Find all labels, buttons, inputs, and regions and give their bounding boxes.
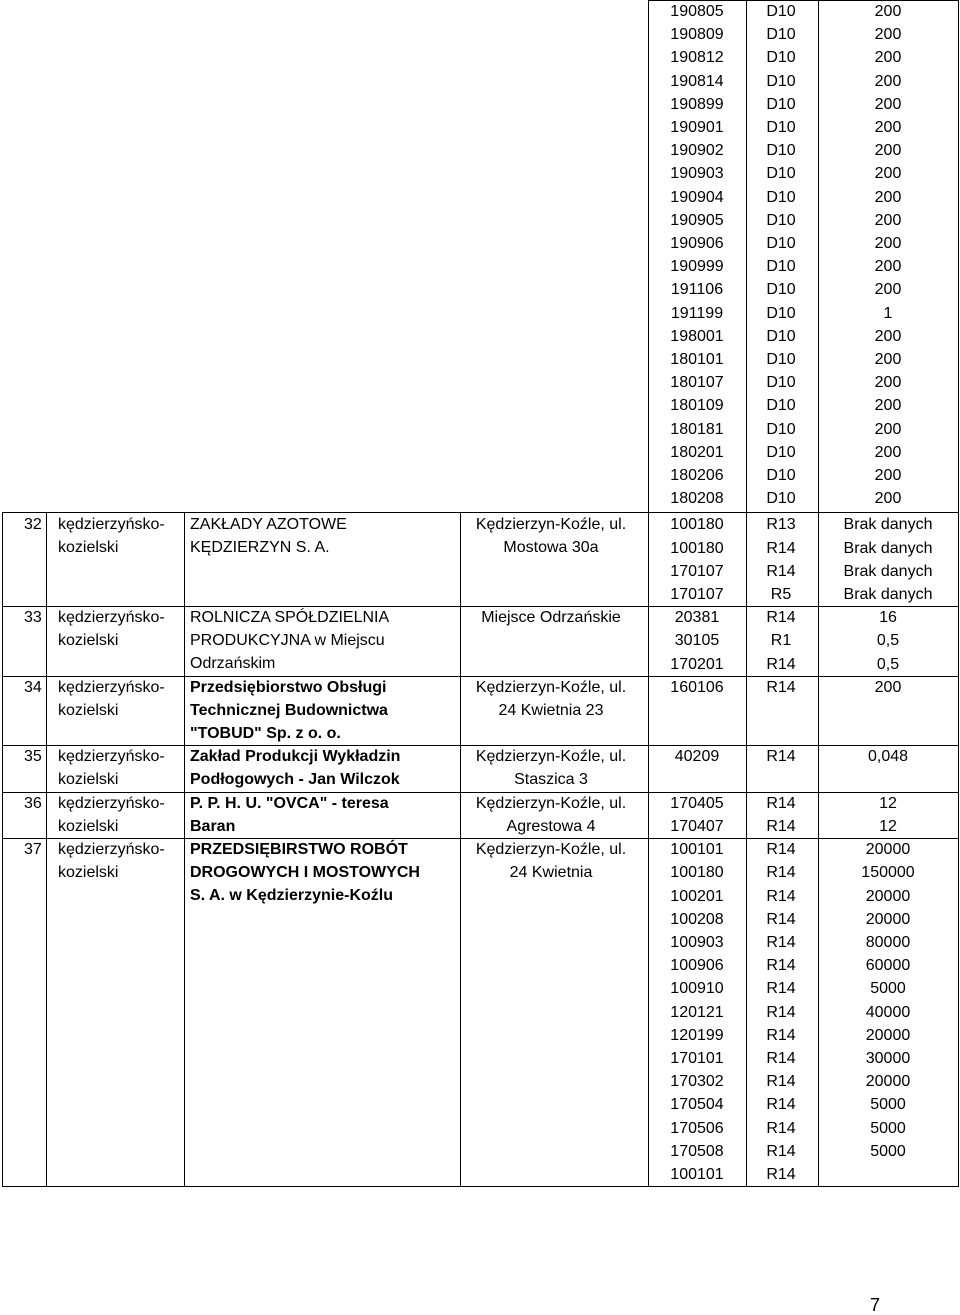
entry-address: Kędzierzyn-Koźle, ul. xyxy=(475,794,627,812)
waste-row-kind: R14 xyxy=(766,655,796,673)
top-row-kind: D10 xyxy=(766,49,796,67)
waste-row-code: 170508 xyxy=(670,1142,724,1160)
top-row-amount: 200 xyxy=(874,235,902,252)
waste-row-code: 170101 xyxy=(670,1050,724,1067)
waste-row-kind: R14 xyxy=(766,1050,796,1067)
entry-powiat: kozielski xyxy=(58,539,119,557)
waste-row-amount: Brak danych xyxy=(843,586,933,603)
top-row-kind: D10 xyxy=(766,119,796,136)
entry-lp: 37 xyxy=(24,841,42,859)
entry-firm-name: Podłogowych - Jan Wilczok xyxy=(190,771,400,789)
waste-row-code: 170302 xyxy=(670,1073,724,1091)
top-row-kind: D10 xyxy=(766,165,796,183)
top-row-code: 180201 xyxy=(670,443,724,461)
top-row-code: 180181 xyxy=(670,420,724,438)
top-row-code: 180101 xyxy=(670,351,724,368)
top-row-amount: 200 xyxy=(874,351,902,368)
column-divider xyxy=(818,512,819,1187)
top-row-kind: D10 xyxy=(766,72,796,90)
top-row-kind: D10 xyxy=(766,304,796,322)
entry-address: Kędzierzyn-Koźle, ul. xyxy=(475,516,627,534)
entry-lp: 36 xyxy=(24,794,42,812)
top-row-kind: D10 xyxy=(766,235,796,252)
entry-powiat: kozielski xyxy=(58,771,119,789)
waste-row-kind: R14 xyxy=(766,910,796,928)
top-row-amount: 200 xyxy=(874,397,902,415)
entry-powiat: kędzierzyńsko- xyxy=(58,609,165,627)
waste-row-code: 40209 xyxy=(674,748,720,766)
waste-row-kind: R5 xyxy=(770,586,792,603)
top-row-code: 191199 xyxy=(670,304,724,322)
column-divider xyxy=(46,512,47,1187)
entry-powiat: kędzierzyńsko- xyxy=(58,678,165,696)
top-row-code: 180107 xyxy=(670,374,724,392)
top-row-code: 190814 xyxy=(670,72,724,90)
top-row-code: 180109 xyxy=(670,397,724,415)
waste-row-code: 100101 xyxy=(670,1166,724,1183)
waste-row-amount: 30000 xyxy=(865,1050,911,1067)
entry-firm-name: Technicznej Budownictwa xyxy=(190,701,388,719)
waste-row-code: 100101 xyxy=(670,841,724,859)
column-divider xyxy=(184,512,185,1187)
waste-row-kind: R14 xyxy=(766,1096,796,1114)
entry-firm-name: PRZEDSIĘBIRSTWO ROBÓT xyxy=(190,841,408,859)
waste-row-amount: 0,5 xyxy=(876,655,900,673)
waste-row-code: 20381 xyxy=(674,609,720,627)
waste-row-kind: R14 xyxy=(766,678,796,696)
page-number: 7 xyxy=(870,1295,881,1315)
waste-row-kind: R14 xyxy=(766,934,796,951)
waste-row-code: 170405 xyxy=(670,794,724,812)
row-divider xyxy=(2,512,958,513)
top-row-code: 190905 xyxy=(670,211,724,229)
waste-row-amount: Brak danych xyxy=(843,539,933,557)
waste-row-kind: R14 xyxy=(766,748,796,766)
waste-row-code: 170506 xyxy=(670,1119,724,1137)
waste-row-amount: 20000 xyxy=(865,1073,911,1091)
entry-lp: 34 xyxy=(24,678,42,696)
entry-firm-name: KĘDZIERZYN S. A. xyxy=(190,539,330,557)
entry-address: Miejsce Odrzańskie xyxy=(481,609,621,627)
entry-powiat: kozielski xyxy=(58,817,119,835)
waste-row-amount: 80000 xyxy=(865,934,911,951)
waste-row-code: 100910 xyxy=(670,980,724,998)
entry-address: 24 Kwietnia 23 xyxy=(498,701,604,719)
entry-firm-name: Zakład Produkcji Wykładzin xyxy=(190,748,401,766)
top-row-kind: D10 xyxy=(766,374,796,392)
waste-row-code: 100208 xyxy=(670,910,724,928)
entry-powiat: kędzierzyńsko- xyxy=(58,794,165,812)
entry-address: Agrestowa 4 xyxy=(506,817,596,835)
entry-firm-name: PRODUKCYJNA w Miejscu xyxy=(190,632,385,650)
waste-row-kind: R14 xyxy=(766,818,796,835)
row-divider xyxy=(2,1186,958,1187)
waste-row-code: 170407 xyxy=(670,818,724,835)
entry-address: Kędzierzyn-Koźle, ul. xyxy=(475,841,627,859)
entry-firm-name: ROLNICZA SPÓŁDZIELNIA xyxy=(190,609,390,627)
entry-firm-name: Baran xyxy=(190,817,236,835)
column-divider xyxy=(648,512,649,1187)
entry-address: Kędzierzyn-Koźle, ul. xyxy=(475,748,627,766)
top-row-code: 190812 xyxy=(670,49,724,67)
top-row-amount: 200 xyxy=(874,188,902,206)
top-row-amount: 200 xyxy=(874,49,902,67)
column-divider xyxy=(460,512,461,1187)
waste-row-code: 170107 xyxy=(670,586,724,603)
entry-firm-name: P. P. H. U. "OVCA" - teresa xyxy=(190,794,389,812)
waste-row-amount: 5000 xyxy=(870,1096,906,1114)
top-row-amount: 200 xyxy=(874,119,902,136)
waste-row-code: 100180 xyxy=(670,864,724,882)
waste-row-amount: 5000 xyxy=(870,1142,906,1160)
entry-powiat: kozielski xyxy=(58,632,119,650)
entry-powiat: kędzierzyńsko- xyxy=(58,516,165,534)
entry-powiat: kozielski xyxy=(58,701,119,719)
waste-row-code: 100906 xyxy=(670,957,724,975)
top-row-code: 198001 xyxy=(670,327,724,345)
waste-row-kind: R14 xyxy=(766,1166,796,1183)
top-row-kind: D10 xyxy=(766,26,796,44)
waste-row-kind: R14 xyxy=(766,887,796,905)
entry-powiat: kozielski xyxy=(58,864,119,882)
waste-row-kind: R14 xyxy=(766,1142,796,1160)
waste-row-code: 170201 xyxy=(670,655,724,673)
top-row-amount: 200 xyxy=(874,420,902,438)
waste-row-code: 100180 xyxy=(670,516,724,534)
waste-row-kind: R13 xyxy=(766,516,796,534)
top-row-amount: 200 xyxy=(874,281,902,299)
waste-row-amount: 12 xyxy=(879,794,897,812)
waste-row-code: 30105 xyxy=(674,632,720,650)
column-divider xyxy=(818,0,819,512)
waste-row-amount: 40000 xyxy=(865,1003,911,1021)
entry-firm-name: Przedsiębiorstwo Obsługi xyxy=(190,678,387,696)
top-row-amount: 1 xyxy=(883,304,893,322)
waste-row-amount: Brak danych xyxy=(843,516,933,534)
waste-row-amount: 12 xyxy=(879,818,897,835)
waste-row-kind: R14 xyxy=(766,539,796,557)
top-row-kind: D10 xyxy=(766,258,796,276)
top-row-amount: 200 xyxy=(874,374,902,392)
top-row-amount: 200 xyxy=(874,258,902,276)
waste-row-amount: 0,5 xyxy=(876,632,900,650)
top-row-kind: D10 xyxy=(766,3,796,20)
top-row-kind: D10 xyxy=(766,95,796,113)
top-row-amount: 200 xyxy=(874,443,902,461)
top-row-amount: 200 xyxy=(874,72,902,90)
top-row-code: 190901 xyxy=(670,119,724,136)
entry-address: Staszica 3 xyxy=(514,771,588,789)
waste-row-code: 100180 xyxy=(670,539,724,557)
top-row-kind: D10 xyxy=(766,397,796,415)
top-row-kind: D10 xyxy=(766,443,796,461)
waste-row-amount: 20000 xyxy=(865,1026,911,1044)
top-row-code: 190906 xyxy=(670,235,724,252)
waste-row-kind: R14 xyxy=(766,864,796,882)
column-divider xyxy=(958,512,959,1187)
waste-row-kind: R14 xyxy=(766,957,796,975)
top-row-amount: 200 xyxy=(874,467,902,484)
top-row-code: 190904 xyxy=(670,188,724,206)
waste-row-kind: R14 xyxy=(766,1003,796,1021)
top-row-code: 190903 xyxy=(670,165,724,183)
top-row-code: 190902 xyxy=(670,142,724,160)
top-row-amount: 200 xyxy=(874,142,902,160)
entry-firm-name: DROGOWYCH I MOSTOWYCH xyxy=(190,864,420,882)
top-row-code: 190805 xyxy=(670,3,724,20)
top-row-amount: 200 xyxy=(874,95,902,113)
waste-row-amount: 60000 xyxy=(865,957,911,975)
column-divider xyxy=(746,0,747,512)
waste-row-kind: R14 xyxy=(766,980,796,998)
waste-row-amount: 0,048 xyxy=(867,748,909,766)
entry-address: 24 Kwietnia xyxy=(509,864,593,882)
waste-row-kind: R14 xyxy=(766,562,796,580)
waste-row-amount: 20000 xyxy=(865,841,911,859)
entry-firm-name: Odrzańskim xyxy=(190,655,276,673)
entry-address: Mostowa 30a xyxy=(503,539,599,557)
waste-row-code: 170504 xyxy=(670,1096,724,1114)
top-row-kind: D10 xyxy=(766,142,796,160)
top-row-amount: 200 xyxy=(874,211,902,229)
top-row-code: 190809 xyxy=(670,26,724,44)
column-divider xyxy=(648,0,649,512)
top-row-kind: D10 xyxy=(766,351,796,368)
waste-row-code: 120199 xyxy=(670,1026,724,1044)
waste-row-amount: 20000 xyxy=(865,887,911,905)
waste-row-amount: 5000 xyxy=(870,1119,906,1137)
waste-row-amount: 5000 xyxy=(870,980,906,998)
waste-row-code: 160106 xyxy=(670,678,724,696)
top-row-amount: 200 xyxy=(874,3,902,20)
waste-row-amount: 150000 xyxy=(861,864,915,882)
top-row-kind: D10 xyxy=(766,211,796,229)
entry-firm-name: "TOBUD" Sp. z o. o. xyxy=(190,724,341,742)
top-row-code: 180206 xyxy=(670,467,724,484)
column-divider xyxy=(958,0,959,512)
waste-row-code: 100201 xyxy=(670,887,724,905)
entry-firm-name: ZAKŁADY AZOTOWE xyxy=(190,516,347,534)
waste-row-kind: R14 xyxy=(766,1026,796,1044)
waste-row-kind: R14 xyxy=(766,609,796,627)
waste-row-kind: R14 xyxy=(766,841,796,859)
entry-lp: 32 xyxy=(24,516,42,534)
entry-powiat: kędzierzyńsko- xyxy=(58,841,165,859)
top-row-amount: 200 xyxy=(874,490,902,508)
top-row-code: 180208 xyxy=(670,490,724,508)
waste-row-code: 170107 xyxy=(670,562,724,580)
waste-row-kind: R14 xyxy=(766,794,796,812)
waste-row-kind: R1 xyxy=(770,632,792,650)
top-row-code: 191106 xyxy=(670,281,724,299)
waste-row-amount: Brak danych xyxy=(843,562,933,580)
waste-row-code: 100903 xyxy=(670,934,724,951)
top-row-kind: D10 xyxy=(766,420,796,438)
top-row-kind: D10 xyxy=(766,327,796,345)
entry-lp: 33 xyxy=(24,609,42,627)
waste-row-kind: R14 xyxy=(766,1073,796,1091)
row-divider xyxy=(648,0,958,1)
entry-firm-name: S. A. w Kędzierzynie-Koźlu xyxy=(190,887,393,905)
waste-row-kind: R14 xyxy=(766,1119,796,1137)
top-row-code: 190899 xyxy=(670,95,724,113)
entry-powiat: kędzierzyńsko- xyxy=(58,748,165,766)
waste-row-amount: 200 xyxy=(874,678,902,696)
top-row-kind: D10 xyxy=(766,188,796,206)
column-divider xyxy=(746,512,747,1187)
column-divider xyxy=(2,512,3,1187)
top-row-code: 190999 xyxy=(670,258,724,276)
waste-row-code: 120121 xyxy=(670,1003,724,1021)
top-row-amount: 200 xyxy=(874,165,902,183)
waste-row-amount: 20000 xyxy=(865,910,911,928)
top-row-kind: D10 xyxy=(766,490,796,508)
top-row-amount: 200 xyxy=(874,26,902,44)
top-row-amount: 200 xyxy=(874,327,902,345)
top-row-kind: D10 xyxy=(766,281,796,299)
waste-row-amount: 16 xyxy=(879,609,897,627)
entry-lp: 35 xyxy=(24,748,42,766)
entry-address: Kędzierzyn-Koźle, ul. xyxy=(475,678,627,696)
top-row-kind: D10 xyxy=(766,467,796,484)
